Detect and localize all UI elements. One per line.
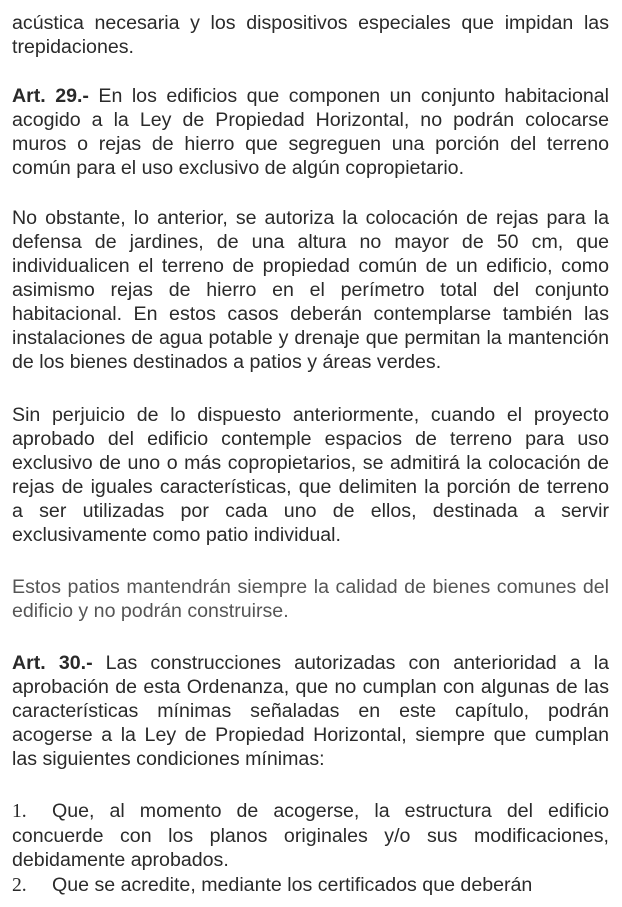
article-29 (12, 84, 609, 180)
list-item-1-text: Que, al momento de acogerse, la estructura del edificio concuerde con los planos originales y/o sus modificaciones, debidamente aprobados. (12, 800, 609, 871)
list-item-2 (12, 873, 609, 898)
list-item-2-text: Que se acredite, mediante los certificados que deberán (52, 874, 533, 896)
paragraph-acustica: acústica necesaria y los dispositivos especiales que impidan las trepidaciones. (12, 12, 609, 58)
paragraph-sin-perjuicio: Sin perjuicio de lo dispuesto anteriormente, cuando el proyecto aprobado del edificio contemple espacios de terreno para uso exclusivo de uno o más copropietarios, se admitirá la colocación de rejas de iguales características, que delimiten la porción de terreno a ser utilizadas por cada uno de ellos, destinada a servir exclusivamente como patio individual. (12, 404, 609, 546)
article-29-label: Art. 29.- (12, 85, 89, 107)
list-item-1-number: 1. (12, 801, 27, 822)
article-30-text: Las construcciones autorizadas con anterioridad a la aprobación de esta Ordenanza, que no cumplan con algunas de las características mínimas señaladas en este capítulo, podrán acogerse a la Ley de Propiedad Horizontal, siempre que cumplan las siguientes condiciones mínimas: (12, 652, 609, 770)
paragraph-estos-patios: Estos patios mantendrán siempre la calidad de bienes comunes del edificio y no podrán construirse. (12, 576, 609, 622)
list-item-2-number: 2. (12, 875, 27, 896)
article-30-label: Art. 30.- (12, 652, 93, 674)
article-30 (12, 651, 609, 771)
article-29-text: En los edificios que componen un conjunto habitacional acogido a la Ley de Propiedad Horizontal, no podrán colocarse muros o rejas de hierro que segreguen una porción del terreno común para el uso exclusivo de algún copropietario. (12, 85, 610, 179)
list-item-1 (12, 799, 609, 872)
paragraph-no-obstante: No obstante, lo anterior, se autoriza la colocación de rejas para la defensa de jardines, de una altura no mayor de 50 cm, que individualicen el terreno de propiedad común de un edificio, como asimismo rejas de hierro en el perímetro total del conjunto habitacional. En estos casos deberán contemplarse también las instalaciones de agua potable y drenaje que permitan la mantención de los bienes destinados a patios y áreas verdes. (12, 207, 609, 373)
